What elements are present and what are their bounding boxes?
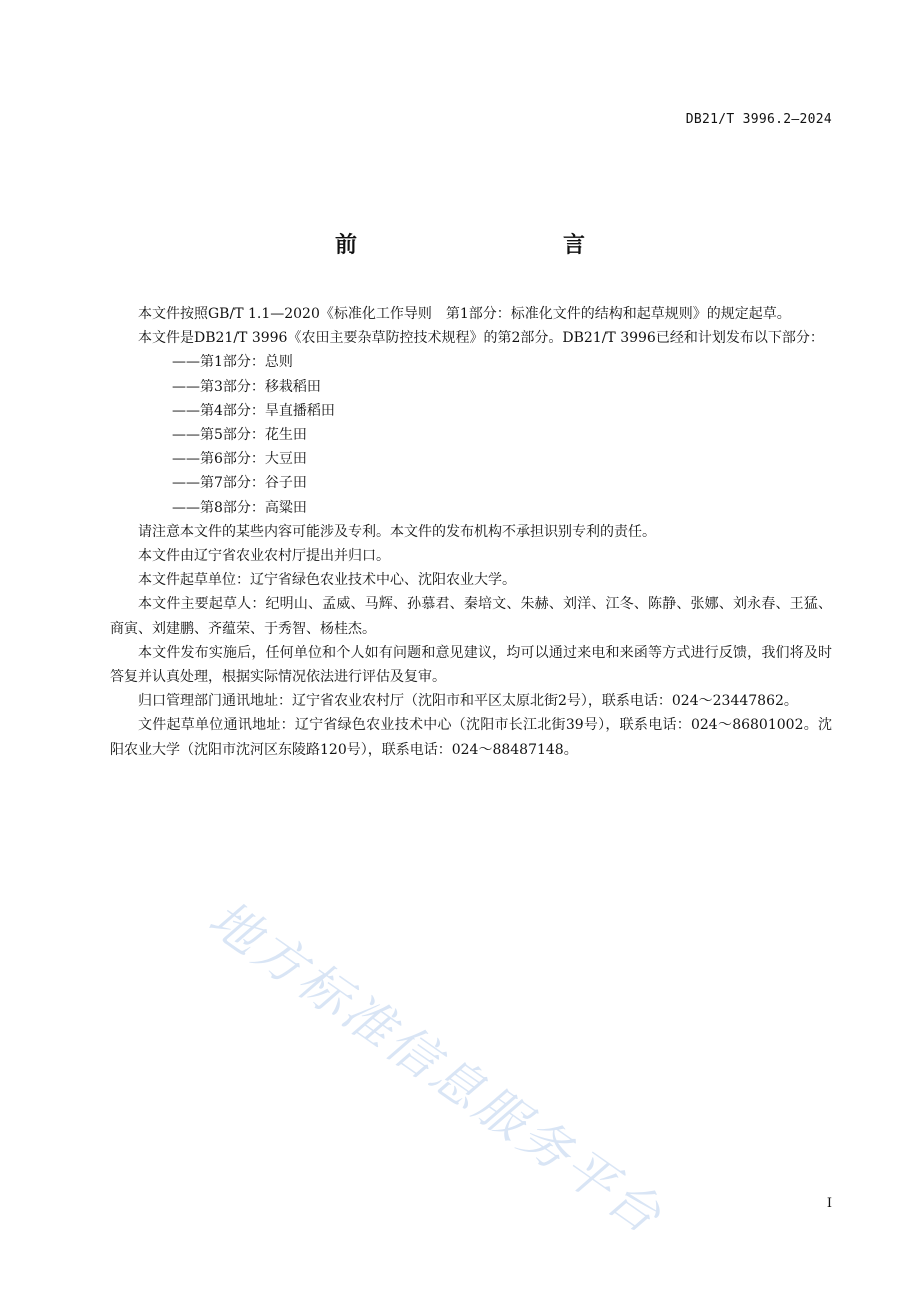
page-number: I: [826, 1196, 832, 1211]
watermark: 地方标准信息服务平台: [198, 889, 675, 1247]
paragraph: 文件起草单位通讯地址：辽宁省绿色农业技术中心（沈阳市长江北街39号），联系电话：024～86801002。沈阳农业大学（沈阳市沈河区东陵路120号），联系电话：024～88487148。: [110, 717, 832, 758]
list-item: ——第1部分：总则: [172, 354, 293, 371]
paragraph: 本文件按照GB/T 1.1—2020《标准化工作导则 第1部分：标准化文件的结构和起草规则》的规定起草。: [138, 306, 791, 322]
paragraph: 本文件由辽宁省农业农村厅提出并归口。: [138, 548, 390, 565]
paragraph: 本文件发布实施后，任何单位和个人如有问题和意见建议，均可以通过来电和来函等方式进行反馈，我们将及时答复并认真处理，根据实际情况依法进行评估及复审。: [110, 644, 832, 686]
list-item: ——第7部分：谷子田: [172, 475, 307, 492]
list-item: ——第6部分：大豆田: [172, 451, 307, 468]
paragraph: 本文件主要起草人：纪明山、孟威、马辉、孙慕君、秦培文、朱赫、刘洋、江冬、陈静、张娜、刘永春、王猛、商寅、刘建鹏、齐蕴荣、于秀智、杨桂杰。: [110, 596, 832, 637]
paragraph: 归口管理部门通讯地址：辽宁省农业农村厅（沈阳市和平区太原北街2号），联系电话：024～23447862。: [138, 693, 798, 710]
paragraph: 本文件起草单位：辽宁省绿色农业技术中心、沈阳农业大学。: [138, 572, 516, 589]
paragraph: 本文件是DB21/T 3996《农田主要杂草防控技术规程》的第2部分。DB21/T 3996已经和计划发布以下部分：: [138, 330, 824, 347]
list-item: ——第4部分：旱直播稻田: [172, 402, 335, 419]
parts-list: [110, 350, 832, 519]
page-title: 前 言: [334, 233, 639, 258]
paragraph: 请注意本文件的某些内容可能涉及专利。本文件的发布机构不承担识别专利的责任。: [138, 523, 656, 540]
document-body: [110, 302, 832, 762]
list-item: ——第3部分：移栽稻田: [172, 378, 321, 395]
list-item: ——第5部分：花生田: [172, 427, 307, 444]
list-item: ——第8部分：高粱田: [172, 499, 307, 516]
standard-code: DB21/T 3996.2—2024: [685, 112, 832, 127]
